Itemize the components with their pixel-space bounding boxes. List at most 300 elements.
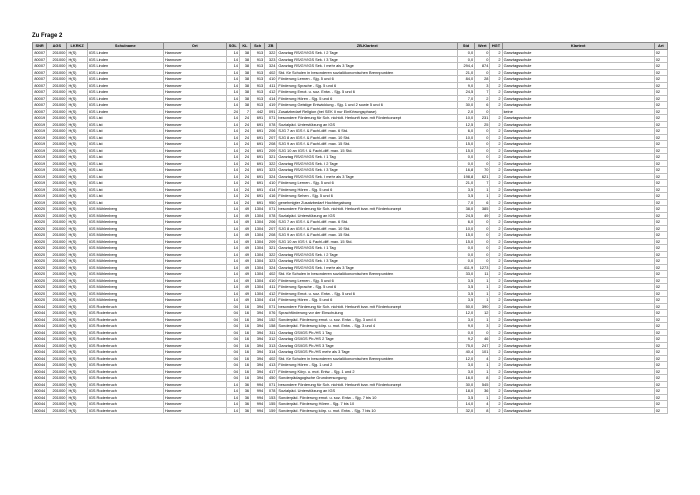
cell-lkrkz: H(S): [67, 375, 87, 382]
cell-klartext: Ganztagsschule: [502, 160, 654, 167]
cell-ags: 201000: [47, 375, 67, 382]
cell-kl: 24: [239, 154, 250, 161]
cell-hgt: 2: [490, 199, 502, 206]
cell-art: 02: [654, 277, 667, 284]
cell-snr: 80044: [34, 316, 46, 322]
cell-klartext: Ganztagsschule: [502, 232, 654, 239]
cell-hgt: 2: [490, 349, 502, 356]
cell-art: 02: [654, 95, 667, 102]
cell-wert: 231: [475, 115, 490, 122]
cell-wert: 25: [475, 121, 490, 128]
cell-sch: 1304: [251, 232, 265, 239]
cell-lkrkz: H(S): [67, 63, 87, 70]
cell-ort: Hannover: [163, 199, 226, 206]
cell-wert: 28: [475, 76, 490, 83]
cell-ort: Hannover: [163, 368, 226, 375]
cell-ags: 201000: [47, 186, 67, 193]
cell-sgl: 04: [226, 316, 239, 323]
cell-hgt: 2: [490, 82, 502, 89]
cell-ort: Hannover: [163, 336, 226, 343]
cell-zb-klartext: Förderung Sehen - Sjg. 5 und 6: [277, 193, 458, 200]
cell-lkrkz: H(S): [67, 108, 87, 115]
cell-zb-klartext: Ganztag GS/IGS Pb./HS 2 Tage: [277, 336, 458, 343]
cell-sch: 394: [251, 349, 265, 356]
cell-hgt: 2: [490, 193, 502, 200]
cell-ort: Hannover: [163, 407, 226, 414]
cell-ort: Hannover: [163, 355, 226, 362]
cell-ags: 201000: [47, 355, 67, 362]
cell-sch: 994: [251, 401, 265, 408]
cell-zb: 159: [265, 407, 277, 414]
cell-schulname: IGS Roderbruch: [87, 342, 163, 349]
cell-std: 15,0: [457, 232, 474, 239]
cell-klartext: Ganztagsschule: [502, 329, 654, 336]
cell-hgt: 2: [490, 128, 502, 135]
cell-std: 3,0: [457, 316, 474, 323]
cell-std: 16,8: [457, 167, 474, 174]
col-header-ags: AGS: [47, 43, 67, 50]
cell-zb: 207: [265, 134, 277, 141]
cell-hgt: 2: [490, 290, 502, 297]
cell-std: 0,0: [457, 154, 474, 161]
cell-sgl: 14: [226, 102, 239, 109]
cell-klartext: Ganztagsschule: [502, 121, 654, 128]
cell-klartext: Ganztagsschule: [502, 206, 654, 213]
cell-std: 10,0: [457, 115, 474, 122]
cell-zb: 091: [265, 108, 277, 115]
cell-hgt: 2: [490, 147, 502, 154]
cell-schulname: IGS Roderbruch: [87, 401, 163, 408]
cell-sgl: 14: [226, 173, 239, 180]
cell-wert: 49: [475, 212, 490, 219]
cell-klartext: Ganztagsschule: [502, 69, 654, 76]
cell-ags: 201000: [47, 56, 67, 63]
cell-snr: 80020: [34, 238, 46, 244]
cell-ags: 201000: [47, 121, 67, 128]
cell-ort: Hannover: [163, 56, 226, 63]
cell-zb-klartext: Ganztag GS/IGS Pb./HS 1 Tag: [277, 329, 458, 336]
header-row: [33, 43, 668, 50]
cell-sch: 691: [251, 128, 265, 135]
cell-sgl: 14: [226, 258, 239, 265]
cell-kl: 49: [239, 264, 250, 271]
cell-sgl: 14: [226, 134, 239, 141]
cell-ort: Hannover: [163, 89, 226, 96]
cell-sgl: 14: [226, 407, 239, 414]
cell-klartext: Ganztagsschule: [502, 63, 654, 70]
cell-schulname: IGS List: [87, 128, 163, 135]
cell-hgt: 2: [490, 303, 502, 310]
cell-klartext: keine: [502, 108, 654, 115]
cell-lkrkz: H(S): [67, 219, 87, 226]
cell-wert: 0: [475, 147, 490, 154]
cell-lkrkz: H(S): [67, 329, 87, 336]
cell-sch: 994: [251, 381, 265, 388]
cell-art: 02: [654, 102, 667, 109]
cell-klartext: Ganztagsschule: [502, 238, 654, 245]
cell-zb-klartext: Sozialpäd. Unterstützung an IGS: [277, 212, 458, 219]
cell-lkrkz: H(S): [67, 290, 87, 297]
cell-zb: 321: [265, 245, 277, 252]
cell-klartext: Ganztagsschule: [502, 95, 654, 102]
cell-sgl: 14: [226, 225, 239, 232]
cell-ort: Hannover: [163, 154, 226, 161]
cell-zb-klartext: SJG 9 an IGS f. & Fachl-diff. max. 15 Std.: [277, 141, 458, 148]
col-header-sch: Sch: [251, 43, 265, 50]
cell-hgt: 2: [490, 76, 502, 83]
cell-schulname: IGS Linden: [87, 50, 163, 57]
cell-lkrkz: H(S): [67, 206, 87, 213]
cell-kl: 36: [239, 381, 250, 388]
cell-ort: Hannover: [163, 147, 226, 154]
cell-hgt: 2: [490, 329, 502, 336]
cell-klartext: Ganztagsschule: [502, 355, 654, 362]
cell-snr: 80007: [34, 56, 46, 62]
cell-zb-klartext: Sozialpäd. Unterstützung an IGS: [277, 388, 458, 395]
cell-kl: 16: [239, 342, 250, 349]
cell-sch: 691: [251, 186, 265, 193]
cell-art: 02: [654, 154, 667, 161]
cell-snr: 80019: [34, 134, 46, 140]
cell-zb: 419: [265, 102, 277, 109]
cell-ags: 201000: [47, 407, 67, 414]
cell-std: 33,0: [457, 271, 474, 278]
cell-snr: 80044: [34, 388, 46, 393]
cell-ort: Hannover: [163, 362, 226, 369]
cell-hgt: 2: [490, 50, 502, 57]
cell-sch: 691: [251, 160, 265, 167]
cell-art: 02: [654, 180, 667, 187]
cell-klartext: Ganztagsschule: [502, 154, 654, 161]
cell-snr: 80044: [34, 303, 46, 309]
cell-schulname: IGS Roderbruch: [87, 362, 163, 369]
cell-ags: 201000: [47, 180, 67, 187]
cell-wert: 0: [475, 141, 490, 148]
cell-zb: 416: [265, 193, 277, 200]
cell-art: 02: [654, 56, 667, 63]
cell-hgt: 2: [490, 95, 502, 102]
cell-ags: 201000: [47, 258, 67, 265]
cell-klartext: Ganztagsschule: [502, 134, 654, 141]
cell-hgt: 2: [490, 277, 502, 284]
cell-sch: 394: [251, 336, 265, 343]
cell-wert: 390: [475, 303, 490, 310]
cell-std: 198,8: [457, 173, 474, 180]
cell-kl: 24: [239, 160, 250, 167]
cell-zb: 208: [265, 141, 277, 148]
cell-ags: 201000: [47, 381, 67, 388]
cell-kl: 49: [239, 206, 250, 213]
cell-sch: 691: [251, 141, 265, 148]
cell-ags: 201000: [47, 193, 67, 200]
cell-ort: Hannover: [163, 310, 226, 317]
cell-zb: 071: [265, 303, 277, 310]
cell-snr: 80044: [34, 407, 46, 413]
cell-ags: 201000: [47, 277, 67, 284]
cell-wert: 36: [475, 388, 490, 395]
cell-snr: 80020: [34, 212, 46, 218]
cell-std: 21,0: [457, 180, 474, 187]
cell-zb-klartext: SJG 7 an IGS f. & Fachl-diff. max. 6 Std.: [277, 219, 458, 226]
cell-ort: Hannover: [163, 167, 226, 174]
cell-sgl: 14: [226, 219, 239, 226]
cell-hgt: 2: [490, 219, 502, 226]
cell-sgl: 14: [226, 160, 239, 167]
cell-lkrkz: H(S): [67, 121, 87, 128]
cell-hgt: 2: [490, 63, 502, 70]
cell-art: 02: [654, 264, 667, 271]
cell-schulname: IGS Mühlenberg: [87, 258, 163, 265]
cell-ort: Hannover: [163, 375, 226, 382]
cell-zb: 323: [265, 167, 277, 174]
cell-wert: 12: [475, 310, 490, 317]
cell-snr: 80007: [34, 63, 46, 68]
cell-hgt: 2: [490, 212, 502, 219]
cell-hgt: 2: [490, 206, 502, 213]
cell-std: 14,0: [457, 401, 474, 408]
cell-art: 02: [654, 290, 667, 297]
cell-std: 24,5: [457, 89, 474, 96]
cell-ags: 201000: [47, 362, 67, 369]
cell-ort: Hannover: [163, 186, 226, 193]
cell-ort: Hannover: [163, 381, 226, 388]
cell-schulname: IGS List: [87, 199, 163, 206]
cell-snr: 80020: [34, 219, 46, 224]
cell-lkrkz: H(S): [67, 225, 87, 232]
cell-snr: 80044: [34, 310, 46, 315]
col-header-snr: SNR: [33, 43, 47, 50]
cell-zb-klartext: Förderung Lernen - Sjg. 5 und 6: [277, 76, 458, 83]
cell-lkrkz: H(S): [67, 95, 87, 102]
cell-lkrkz: H(S): [67, 50, 87, 57]
cell-std: 3,0: [457, 368, 474, 375]
cell-ort: Hannover: [163, 388, 226, 395]
cell-zb-klartext: besondere Förderung für Sch. nichtdt. Herkunft bzw. mit Förderkonzept: [277, 206, 458, 213]
cell-hgt: 2: [490, 323, 502, 330]
cell-art: 02: [654, 134, 667, 141]
cell-wert: 1: [475, 362, 490, 369]
cell-schulname: IGS Roderbruch: [87, 368, 163, 375]
cell-art: 02: [654, 284, 667, 291]
cell-std: 3,5: [457, 277, 474, 284]
cell-hgt: 2: [490, 180, 502, 187]
cell-sch: 994: [251, 388, 265, 395]
cell-sgl: 14: [226, 232, 239, 239]
cell-art: 02: [654, 336, 667, 343]
cell-std: 84,0: [457, 76, 474, 83]
cell-klartext: Ganztagsschule: [502, 167, 654, 174]
cell-zb: 324: [265, 173, 277, 180]
cell-hgt: 2: [490, 186, 502, 193]
cell-klartext: Ganztagsschule: [502, 199, 654, 206]
cell-sch: 1304: [251, 225, 265, 232]
cell-klartext: Ganztagsschule: [502, 368, 654, 375]
cell-hgt: 2: [490, 141, 502, 148]
cell-kl: 24: [239, 134, 250, 141]
cell-ort: Hannover: [163, 128, 226, 135]
cell-art: 02: [654, 297, 667, 304]
cell-sch: 913: [251, 102, 265, 109]
cell-sgl: 14: [226, 271, 239, 278]
cell-wert: 0: [475, 160, 490, 167]
cell-ags: 201000: [47, 219, 67, 226]
cell-schulname: IGS Linden: [87, 82, 163, 89]
cell-ags: 201000: [47, 134, 67, 141]
cell-std: 294,4: [457, 63, 474, 70]
cell-klartext: Ganztagsschule: [502, 212, 654, 219]
cell-ort: Hannover: [163, 284, 226, 291]
cell-sgl: 14: [226, 128, 239, 135]
cell-lkrkz: H(S): [67, 368, 87, 375]
cell-zb-klartext: Förderung Emot. u. soz. Entw. - Sjg. 5 und 6: [277, 89, 458, 96]
cell-art: 02: [654, 251, 667, 258]
cell-std: 3,5: [457, 284, 474, 291]
cell-sch: 913: [251, 69, 265, 76]
cell-zb: 209: [265, 147, 277, 154]
cell-wert: 101: [475, 349, 490, 356]
cell-zb-klartext: Ganztag RS/GY/IGS Sek. I 3 Tage: [277, 167, 458, 174]
cell-schulname: IGS Roderbruch: [87, 336, 163, 343]
cell-wert: 0: [475, 238, 490, 245]
cell-std: 12,5: [457, 121, 474, 128]
cell-sch: 394: [251, 368, 265, 375]
cell-klartext: Ganztagsschule: [502, 264, 654, 271]
cell-zb-klartext: Sonderpäd. Förderung Hören - Sjg. 7 bis 10: [277, 401, 458, 408]
cell-ort: Hannover: [163, 349, 226, 356]
cell-zb-klartext: Sozialpäd. Unterstützung an IGS: [277, 121, 458, 128]
cell-kl: 24: [239, 147, 250, 154]
cell-std: 7,0: [457, 199, 474, 206]
cell-snr: 80019: [34, 173, 46, 179]
cell-wert: 3: [475, 82, 490, 89]
cell-lkrkz: H(S): [67, 355, 87, 362]
cell-lkrkz: H(S): [67, 186, 87, 193]
cell-sch: 994: [251, 394, 265, 401]
cell-ags: 201000: [47, 323, 67, 330]
cell-wert: 8: [475, 407, 490, 414]
cell-wert: 46: [475, 336, 490, 343]
cell-schulname: IGS Roderbruch: [87, 394, 163, 401]
cell-sgl: 04: [226, 336, 239, 343]
cell-klartext: Ganztagsschule: [502, 245, 654, 252]
cell-sgl: 14: [226, 89, 239, 96]
cell-ort: Hannover: [163, 180, 226, 187]
cell-ags: 201000: [47, 82, 67, 89]
cell-art: 02: [654, 199, 667, 206]
cell-klartext: Ganztagsschule: [502, 407, 654, 414]
cell-std: 3,5: [457, 186, 474, 193]
cell-std: 12,0: [457, 310, 474, 317]
cell-zb: 414: [265, 186, 277, 193]
cell-lkrkz: H(S): [67, 128, 87, 135]
cell-zb-klartext: Ganztag RS/GY/IGS Sek. I 1 Tag: [277, 154, 458, 161]
cell-sgl: 04: [226, 323, 239, 330]
cell-schulname: IGS Roderbruch: [87, 355, 163, 362]
cell-klartext: Ganztagsschule: [502, 323, 654, 330]
cell-hgt: 2: [490, 134, 502, 141]
cell-kl: 16: [239, 329, 250, 336]
cell-ort: Hannover: [163, 316, 226, 323]
cell-std: 2,0: [457, 108, 474, 115]
cell-sgl: 14: [226, 284, 239, 291]
cell-sgl: 14: [226, 251, 239, 258]
cell-lkrkz: H(S): [67, 323, 87, 330]
cell-zb: 158: [265, 323, 277, 330]
cell-wert: 6: [475, 199, 490, 206]
cell-zb: 402: [265, 355, 277, 362]
cell-art: 02: [654, 375, 667, 382]
cell-klartext: Ganztagsschule: [502, 225, 654, 232]
cell-ags: 201000: [47, 342, 67, 349]
cell-sgl: 14: [226, 69, 239, 76]
cell-zb-klartext: genehmigter Zusatzbedarf Hochbegabung: [277, 199, 458, 206]
cell-hgt: 2: [490, 232, 502, 239]
cell-ort: Hannover: [163, 108, 226, 115]
cell-lkrkz: H(S): [67, 199, 87, 206]
cell-wert: 3: [475, 323, 490, 330]
cell-lkrkz: H(S): [67, 180, 87, 187]
col-header-art: Art: [654, 43, 667, 50]
cell-klartext: Ganztagsschule: [502, 342, 654, 349]
cell-sgl: 14: [226, 76, 239, 83]
cell-schulname: IGS Linden: [87, 76, 163, 83]
cell-klartext: Ganztagsschule: [502, 56, 654, 63]
cell-zb: 324: [265, 264, 277, 271]
cell-wert: 385: [475, 206, 490, 213]
cell-zb: 410: [265, 76, 277, 83]
cell-hgt: 2: [490, 316, 502, 323]
cell-schulname: IGS Mühlenberg: [87, 297, 163, 304]
cell-std: 30,0: [457, 102, 474, 109]
cell-art: 02: [654, 258, 667, 265]
cell-kl: 36: [239, 388, 250, 395]
cell-kl: 16: [239, 336, 250, 343]
cell-hgt: 2: [490, 271, 502, 278]
cell-schulname: IGS Mühlenberg: [87, 277, 163, 284]
cell-sch: 1304: [251, 297, 265, 304]
cell-hgt: 2: [490, 264, 502, 271]
cell-sch: 394: [251, 375, 265, 382]
cell-klartext: Ganztagsschule: [502, 316, 654, 323]
cell-snr: 80020: [34, 264, 46, 270]
cell-snr: 80007: [34, 89, 46, 94]
cell-snr: 80019: [34, 128, 46, 133]
cell-schulname: IGS Mühlenberg: [87, 225, 163, 232]
cell-sgl: 14: [226, 388, 239, 395]
cell-sgl: 14: [226, 56, 239, 63]
cell-sch: 691: [251, 167, 265, 174]
cell-wert: 7: [475, 180, 490, 187]
cell-wert: 1: [475, 186, 490, 193]
cell-sgl: 14: [226, 212, 239, 219]
cell-ort: Hannover: [163, 297, 226, 304]
cell-sch: 913: [251, 89, 265, 96]
cell-ags: 201000: [47, 349, 67, 356]
cell-ort: Hannover: [163, 225, 226, 232]
cell-lkrkz: H(S): [67, 134, 87, 141]
cell-zb: 206: [265, 128, 277, 135]
cell-std: 10,0: [457, 134, 474, 141]
cell-ort: Hannover: [163, 219, 226, 226]
cell-sch: 394: [251, 329, 265, 336]
cell-lkrkz: H(S): [67, 349, 87, 356]
cell-ort: Hannover: [163, 401, 226, 408]
cell-zb-klartext: Förderung Sprache - Sjg. 5 und 6: [277, 284, 458, 291]
cell-schulname: IGS Mühlenberg: [87, 219, 163, 226]
cell-zb-klartext: besondere Förderung für Sch. nichtdt. Herkunft bzw. mit Förderkonzept: [277, 115, 458, 122]
cell-sch: 691: [251, 154, 265, 161]
cell-art: 02: [654, 316, 667, 323]
